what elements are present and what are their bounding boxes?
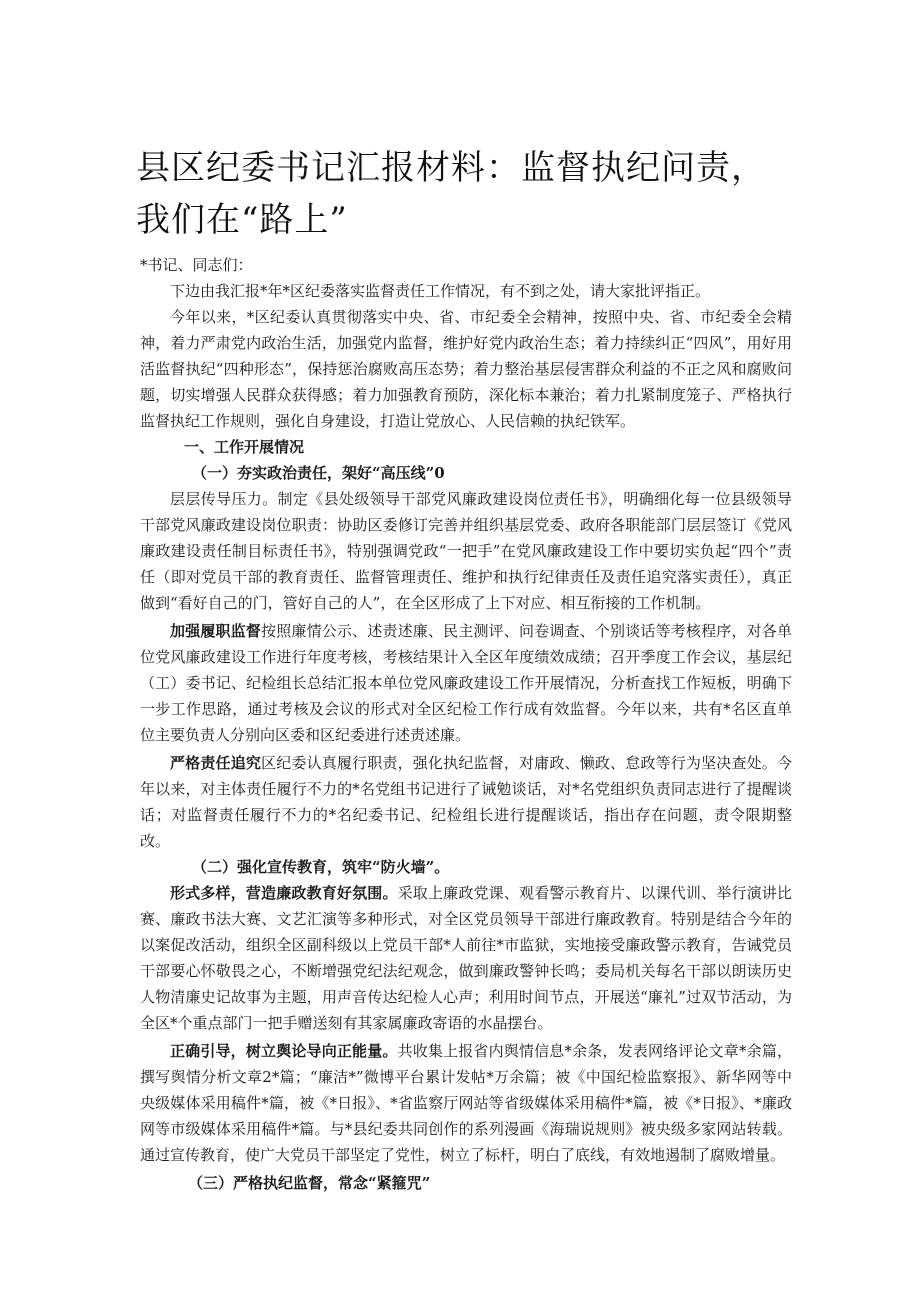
document-title: 县区纪委书记汇报材料：监督执纪问责，我们在“路上” xyxy=(136,148,766,240)
paragraph-2-2-body: 共收集上报省内舆情信息*余条，发表网络评论文章*余篇，撰写舆情分析文章2*篇；“廉洁*”微博平台累计发帖*万余篇；被《中国纪检监察报》、新华网等中央级媒体采用稿件*篇，被《*日报》、*省监察厅网站等省级媒体采用稿件*篇，被《*日报》、*廉政网等市级媒体采用稿件*篇。与*县纪委共同创作的系列漫画《海瑞说规则》被央级多家网站转载。通过宣传教育，使广大党员干部坚定了党性，树立了标杆，明白了底线，有效地遏制了腐败增量。 xyxy=(140,1042,792,1164)
paragraph-2-2 xyxy=(140,1038,792,1168)
paragraph-1-3-body: 区纪委认真履行职责，强化执纪监督，对庸政、懒政、怠政等行为坚决查处。今年以来，对主体责任履行不力的*名党组书记进行了诫勉谈话，对*名党组织负责同志进行了提醒谈话；对监督责任履行不力的*名纪委书记、纪检组长进行提醒谈话，指出存在问题，责令限期整改。 xyxy=(140,754,792,850)
section-heading-1: 一、工作开展情况 xyxy=(184,438,305,456)
subsection-heading-1: （一）夯实政治责任，架好“高压线”0 xyxy=(192,464,445,482)
intro-paragraph-2: 今年以来，*区纪委认真贯彻落实中央、省、市纪委全会精神，按照中央、省、市纪委全会精神，着力严肃党内政治生活，加强党内监督，维护好党内政治生态；着力持续纠正“四风”，用好用活监督执纪“四种形态”，保持惩治腐败高压态势；着力整治基层侵害群众利益的不正之风和腐败问题，切实增强人民群众获得感；着力加强教育预防，深化标本兼治；着力扎紧制度笼子、严格执行监督执纪工作规则，强化自身建设，打造让党放心、人民信赖的执纪铁军。 xyxy=(140,308,792,430)
paragraph-1-1: 层层传导压力。制定《县处级领导干部党风廉政建设岗位责任书》，明确细化每一位县级领导干部党风廉政建设岗位职责：协助区委修订完善并组织基层党委、政府各职能部门层层签订《党风廉政建设责任制目标责任书》，特别强调党政“一把手”在党风廉政建设工作中要切实负起“四个”责任（即对党员干部的教育责任、监督管理责任、维护和执行纪律责任及责任追究落实责任），真正做到“看好自己的门，管好自己的人”，在全区形成了上下对应、相互衔接的工作机制。 xyxy=(140,490,792,612)
paragraph-2-1-body: 采取上廉政党课、观看警示教育片、以课代训、举行演讲比赛、廉政书法大赛、文艺汇演等多种形式，对全区党员领导干部进行廉政教育。特别是结合今年的以案促改活动，组织全区副科级以上党员干部*人前往*市监狱，实地接受廉政警示教育，告诫党员干部要心怀敬畏之心，不断增强党纪法纪观念，做到廉政警钟长鸣；委局机关每名干部以朗读历史人物清廉史记故事为主题，用声音传达纪检人心声；利用时间节点，开展送“廉礼”过双节活动，为全区*个重点部门一把手赠送刻有其家属廉政寄语的水晶摆台。 xyxy=(140,884,792,1032)
intro-paragraph-1: 下边由我汇报*年*区纪委落实监督责任工作情况，有不到之处，请大家批评指正。 xyxy=(170,282,711,300)
paragraph-2-1-lead: 形式多样，营造廉政教育好氛围。 xyxy=(170,884,398,902)
paragraph-1-2-lead: 加强履职监督 xyxy=(170,622,262,640)
subsection-heading-3: （三）严格执纪监督，常念“紧箍咒” xyxy=(188,1174,431,1192)
paragraph-1-3 xyxy=(140,750,792,854)
paragraph-2-1 xyxy=(140,880,792,1036)
paragraph-1-2-body: 按照廉情公示、述责述廉、民主测评、问卷调查、个别谈话等考核程序，对各单位党风廉政建设工作进行年度考核，考核结果计入全区年度绩效成绩；召开季度工作会议，基层纪（工）委书记、纪检组长总结汇报本单位党风廉政建设工作开展情况，分析查找工作短板，明确下一步工作思路，通过考核及会议的形式对全区纪检工作行成有效监督。今年以来，共有*名区直单位主要负责人分别向区委和区纪委进行述责述廉。 xyxy=(140,622,792,744)
salutation: *书记、同志们： xyxy=(140,256,253,274)
paragraph-2-2-lead: 正确引导，树立舆论导向正能量。 xyxy=(170,1042,398,1060)
paragraph-1-2 xyxy=(140,618,792,748)
paragraph-1-3-lead: 严格责任追究 xyxy=(170,754,262,772)
subsection-heading-2: （二）强化宣传教育，筑牢“防火墙”。 xyxy=(192,858,450,876)
